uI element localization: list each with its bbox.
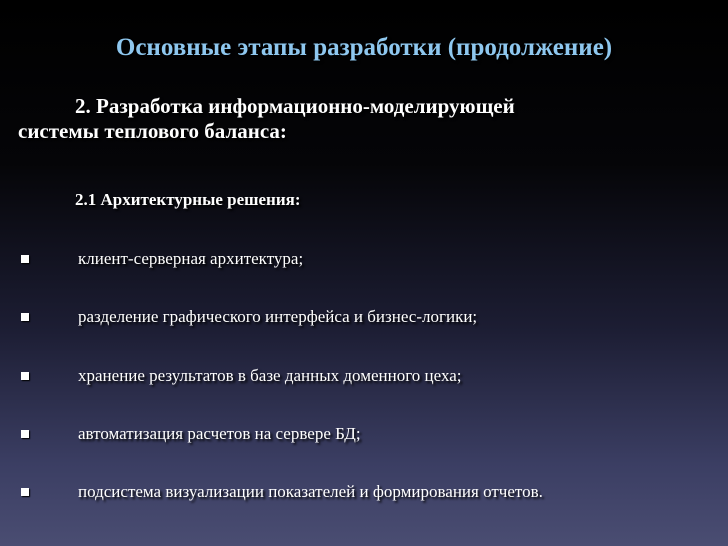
subtitle-line-1: 2. Разработка информационно-моделирующей — [75, 94, 515, 118]
square-bullet-icon — [21, 372, 29, 380]
bullet-text: подсистема визуализации показателей и формирования отчетов. — [78, 482, 543, 501]
bullet-text: клиент-серверная архитектура; — [78, 249, 304, 268]
bullet-item — [0, 423, 728, 447]
bullet-item — [0, 365, 728, 389]
slide-subtitle — [18, 94, 698, 144]
slide-title: Основные этапы разработки (продолжение) — [115, 34, 613, 61]
bullet-item — [0, 481, 728, 505]
square-bullet-icon — [21, 430, 29, 438]
square-bullet-icon — [21, 488, 29, 496]
bullet-item — [0, 306, 728, 330]
square-bullet-icon — [21, 255, 29, 263]
bullet-text: хранение результатов в базе данных доменного цеха; — [78, 366, 462, 385]
bullet-item — [0, 248, 728, 272]
section-heading: 2.1 Архитектурные решения: — [75, 190, 301, 209]
bullet-text: разделение графического интерфейса и бизнес-логики; — [78, 307, 478, 326]
bullet-text: автоматизация расчетов на сервере БД; — [78, 424, 361, 443]
square-bullet-icon — [21, 313, 29, 321]
subtitle-line-2: системы теплового баланса: — [18, 119, 287, 143]
